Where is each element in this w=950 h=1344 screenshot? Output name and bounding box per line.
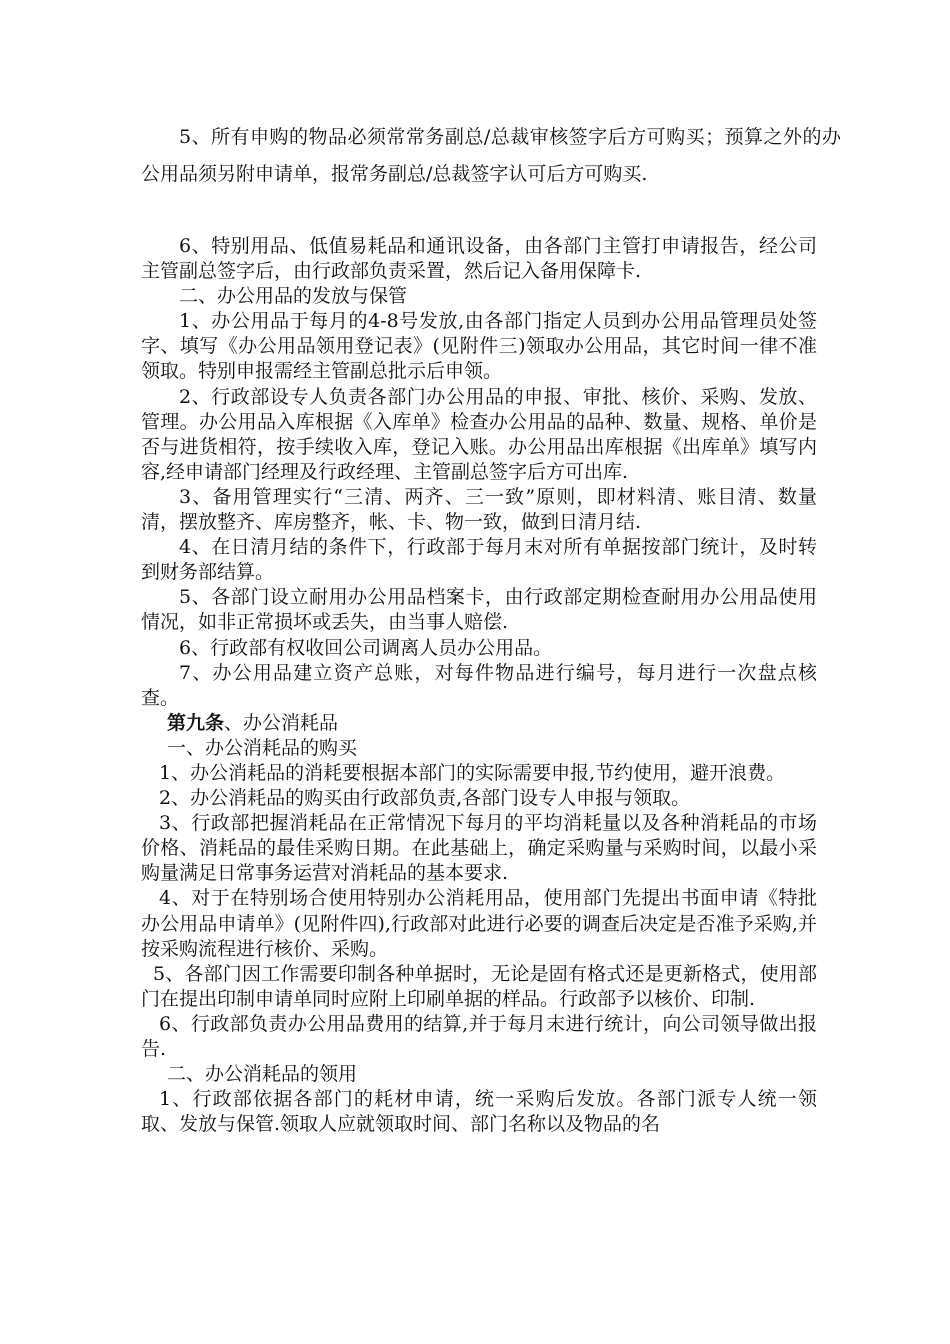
section-heading: 二、办公消耗品的领用 [167,1063,358,1086]
paragraph: 6、行政部有权收回公司调离人员办公用品。 [179,636,553,659]
paragraph: 6、特别用品、低值易耗品和通讯设备，由各部门主管打申请报告，经公司主管副总签字后，由行政部负责采置，然后记入备用保障卡. [141,235,817,283]
paragraph: 1、办公消耗品的消耗要根据本部门的实际需要申报,节约使用，避开浪费。 [159,761,786,784]
section-heading: 二、办公用品的发放与保管 [179,285,408,308]
article-title: 、办公消耗品 [224,711,339,734]
paragraph: 7、办公用品建立资产总账，对每件物品进行编号，每月进行一次盘点核查。 [141,661,817,709]
paragraph: 1、办公用品于每月的4-8号发放,由各部门指定人员到办公用品管理员处签字、填写《办公用品领用登记表》(见附件三)领取办公用品，其它时间一律不准领取。特别申报需经主管副总批示后申领。 [141,310,817,383]
paragraph: 4、对于在特别场合使用特别办公消耗用品，使用部门先提出书面申请《特批办公用品申请单》(见附件四),行政部对此进行必要的调查后决定是否准予采购,并按采购流程进行核价、采购。 [141,887,817,960]
paragraph-intro-5: 5、所有申购的物品必须常常务副总/总裁审核签字后方可购买；预算之外的办公用品须另附申请单，报常务副总/总裁签字认可后方可购买. [141,126,841,185]
paragraph: 2、办公消耗品的购买由行政部负责,各部门设专人申报与领取。 [159,787,691,810]
body-block [141,234,817,1137]
paragraph: 4、在日清月结的条件下，行政部于每月末对所有单据按部门统计，及时转到财务部结算。 [141,536,817,584]
paragraph: 5、各部门因工作需要印制各种单据时，无论是固有格式还是更新格式，使用部门在提出印制申请单同时应附上印刷单据的样品。行政部予以核价、印制. [141,962,817,1010]
paragraph: 6、行政部负责办公用品费用的结算,并于每月末进行统计，向公司领导做出报告. [141,1012,817,1060]
intro-block [141,119,841,193]
paragraph: 2、行政部设专人负责各部门办公用品的申报、审批、核价、采购、发放、管理。办公用品入库根据《入库单》检查办公用品的品种、数量、规格、单价是否与进货相符，按手续收入库，登记入账。办公用品出库根据《出库单》填写内容,经申请部门经理及行政经理、主管副总签字后方可出库. [141,385,817,483]
article-number: 第九条 [167,711,225,734]
paragraph: 3、行政部把握消耗品在正常情况下每月的平均消耗量以及各种消耗品的市场价格、消耗品的最佳采购日期。在此基础上，确定采购量与采购时间，以最小采购量满足日常事务运营对消耗品的基本要求. [141,812,817,885]
section-heading: 一、办公消耗品的购买 [167,736,358,759]
paragraph: 5、各部门设立耐用办公用品档案卡，由行政部定期检查耐用办公用品使用情况，如非正常损坏或丢失，由当事人赔偿. [141,586,817,634]
article-heading [141,711,817,736]
paragraph: 3、备用管理实行“三清、两齐、三一致”原则，即材料清、账目清、数量清，摆放整齐、库房整齐，帐、卡、物一致，做到日清月结. [141,485,817,534]
paragraph: 1、行政部依据各部门的耗材申请，统一采购后发放。各部门派专人统一领取、发放与保管.领取人应就领取时间、部门名称以及物品的名 [141,1088,817,1136]
